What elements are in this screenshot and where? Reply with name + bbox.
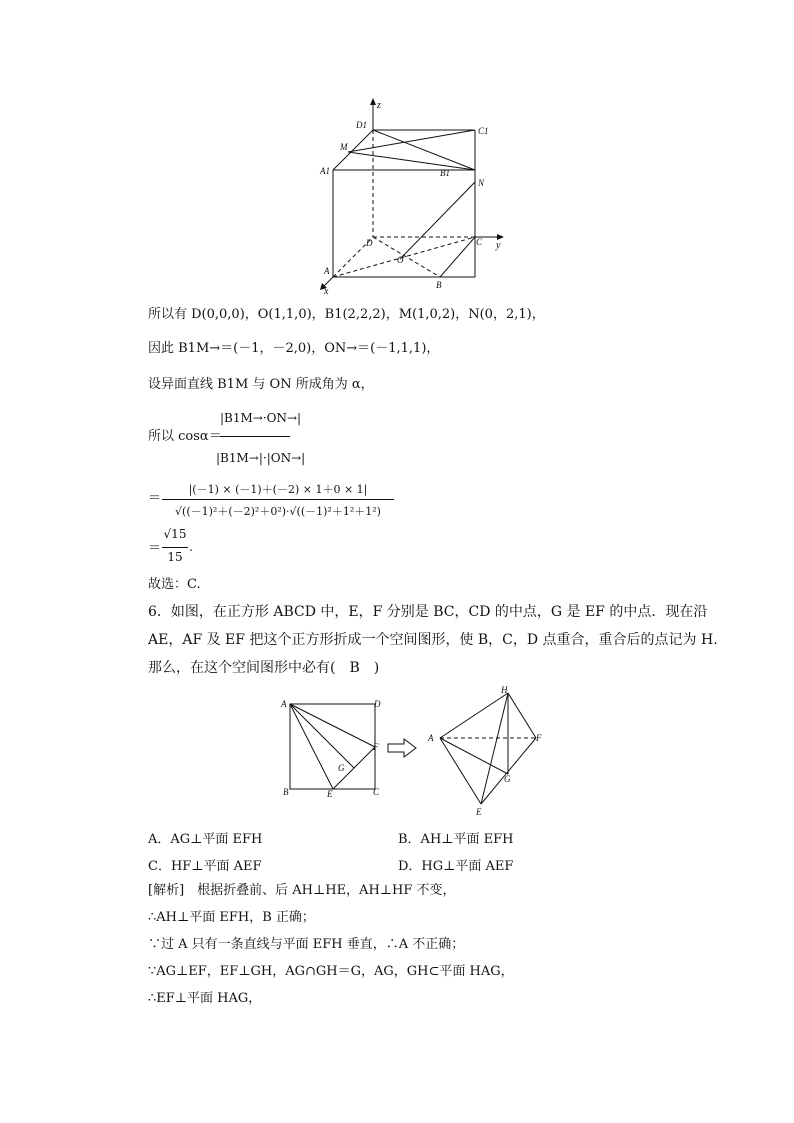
vertex-label-d: D bbox=[366, 238, 373, 248]
vertex-label-n: N bbox=[478, 178, 485, 188]
cos-fraction-bar bbox=[220, 436, 290, 437]
vertex-label-c: C bbox=[476, 237, 483, 247]
square-label-a: A bbox=[281, 699, 287, 709]
tetra-label-g: G bbox=[504, 774, 511, 784]
eq2-fraction-bar bbox=[162, 547, 188, 548]
axis-label-x: x bbox=[324, 286, 329, 297]
square-label-e: E bbox=[327, 789, 333, 799]
vertex-label-a: A bbox=[324, 266, 330, 276]
eq2-numerator: √15 bbox=[163, 527, 187, 541]
tetra-label-a: A bbox=[428, 733, 434, 743]
square-label-f: F bbox=[373, 742, 379, 752]
tetra-label-h: H bbox=[501, 685, 508, 695]
vertex-label-b1: B1 bbox=[440, 168, 450, 178]
eq1-denominator: √((－1)²＋(－2)²＋0²)·√((－1)²＋1²＋1²) bbox=[175, 505, 381, 518]
vertex-label-b: B bbox=[436, 280, 442, 290]
cos-prefix: 所以 cosα＝ bbox=[148, 429, 222, 444]
option-b: B．AH⊥平面 EFH bbox=[398, 832, 514, 847]
cube-figure bbox=[300, 92, 520, 297]
fold-figure bbox=[278, 682, 548, 817]
vertex-label-m: M bbox=[340, 142, 348, 152]
eq1-fraction-bar bbox=[162, 499, 394, 500]
vertex-label-a1: A1 bbox=[320, 166, 330, 176]
vertex-label-o: O bbox=[397, 255, 404, 265]
axis-label-y: y bbox=[496, 240, 501, 251]
cos-denominator: |B1M→|·|ON→| bbox=[216, 451, 306, 465]
question6-line-1: 6．如图，在正方形 ABCD 中，E，F 分别是 BC，CD 的中点，G 是 EF 的中点．现在沿 bbox=[148, 604, 708, 620]
eq1-numerator: |(－1) × (－1)＋(－2) × 1＋0 × 1| bbox=[188, 483, 368, 496]
option-d: D．HG⊥平面 AEF bbox=[398, 859, 514, 874]
square-label-d: D bbox=[374, 699, 381, 709]
solution-line-2: 因此 B1M→＝(－1，－2,0)，ON→＝(－1,1,1)， bbox=[148, 341, 440, 356]
eq2-prefix: ＝ bbox=[148, 541, 162, 556]
solution-line-1: 所以有 D(0,0,0)，O(1,1,0)，B1(2,2,2)，M(1,0,2)，N(0，2,1)， bbox=[148, 307, 545, 322]
answer-line: 故选：C. bbox=[148, 577, 201, 592]
eq1-prefix: ＝ bbox=[148, 491, 162, 506]
analysis-line-4: ∵AG⊥EF，EF⊥GH，AG∩GH＝G，AG，GH⊂平面 HAG， bbox=[148, 964, 514, 979]
analysis-line-3: ∵过 A 只有一条直线与平面 EFH 垂直，∴A 不正确； bbox=[148, 937, 465, 952]
axis-label-z: z bbox=[377, 100, 381, 111]
vertex-label-c1: C1 bbox=[478, 126, 489, 136]
tetra-label-f: F bbox=[536, 733, 542, 743]
question6-line-2: AE，AF 及 EF 把这个正方形折成一个空间图形，使 B，C，D 点重合，重合后的点记为 H. bbox=[148, 632, 718, 648]
option-c: C．HF⊥平面 AEF bbox=[148, 859, 262, 874]
square-label-c: C bbox=[373, 787, 380, 797]
solution-line-3: 设异面直线 B1M 与 ON 所成角为 α， bbox=[148, 377, 374, 392]
analysis-line-1: [解析] 根据折叠前、后 AH⊥HE，AH⊥HF 不变， bbox=[148, 883, 456, 898]
question6-line-3: 那么，在这个空间图形中必有( B ) bbox=[148, 660, 380, 676]
square-label-g: G bbox=[338, 763, 345, 773]
cos-numerator: |B1M→·ON→| bbox=[220, 411, 302, 425]
vertex-label-d1: D1 bbox=[356, 120, 367, 130]
eq2-denominator: 15 bbox=[167, 550, 183, 564]
square-label-b: B bbox=[283, 787, 289, 797]
tetra-label-e: E bbox=[476, 807, 482, 817]
option-a: A．AG⊥平面 EFH bbox=[148, 832, 263, 847]
eq2-suffix: . bbox=[189, 540, 193, 554]
analysis-line-5: ∴EF⊥平面 HAG， bbox=[148, 991, 262, 1006]
analysis-line-2: ∴AH⊥平面 EFH，B 正确； bbox=[148, 910, 315, 925]
